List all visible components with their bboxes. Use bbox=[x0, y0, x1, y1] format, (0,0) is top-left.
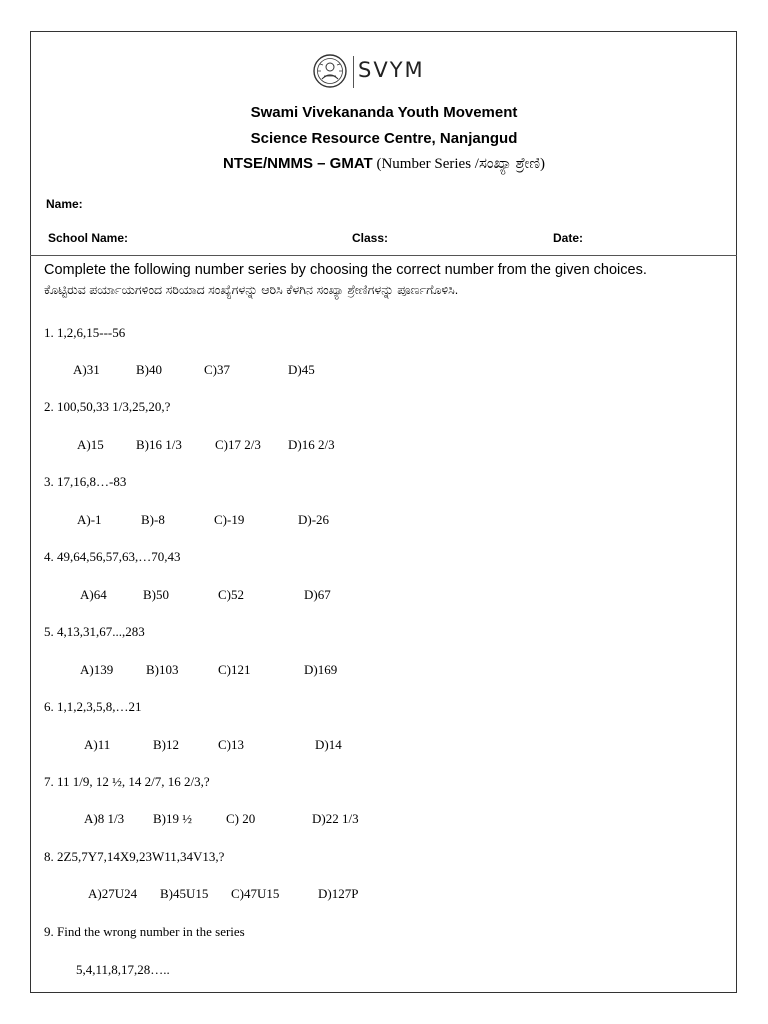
exam-title-bold: NTSE/NMMS – GMAT bbox=[223, 155, 373, 172]
q8-option-b: B)45U15 bbox=[160, 886, 209, 901]
q5-option-d: D)169 bbox=[304, 662, 338, 677]
exam-title-rest: (Number Series /ಸಂಖ್ಯಾ ಶ್ರೇಣಿ) bbox=[372, 156, 545, 172]
logo-text: SVYM bbox=[358, 58, 425, 82]
q3-option-c: C)-19 bbox=[214, 512, 245, 527]
q2-option-c: C)17 2/3 bbox=[215, 437, 261, 452]
question-6: 6. 1,1,2,3,5,8,…21 bbox=[44, 699, 142, 714]
date-label: Date: bbox=[553, 231, 584, 245]
q7-option-d: D)22 1/3 bbox=[312, 811, 359, 826]
q7-option-a: A)8 1/3 bbox=[84, 811, 125, 826]
school-name-label: School Name: bbox=[48, 231, 129, 245]
q7-option-b: B)19 ½ bbox=[153, 811, 192, 826]
instructions-kannada: ಕೊಟ್ಟಿರುವ ಪರ್ಯಾಯಗಳಿಂದ ಸರಿಯಾದ ಸಂಖ್ಯೆಗಳನ್ನು ಆರಿಸಿ ಕೆಳಗಿನ ಸಂಖ್ಯಾ ಶ್ರೇಣಿಗಳನ್ನು ಪೂರ್ಣಗೊಳಿಸಿ. bbox=[44, 283, 459, 297]
q1-option-d: D)45 bbox=[288, 362, 315, 377]
q2-option-a: A)15 bbox=[77, 437, 104, 452]
question-4: 4. 49,64,56,57,63,…70,43 bbox=[44, 549, 181, 564]
centre-title: Science Resource Centre, Nanjangud bbox=[250, 130, 518, 147]
q3-option-d: D)-26 bbox=[298, 512, 330, 527]
q6-option-b: B)12 bbox=[153, 737, 179, 752]
question-5: 5. 4,13,31,67...,283 bbox=[44, 624, 145, 639]
q4-option-b: B)50 bbox=[143, 587, 169, 602]
question-2: 2. 100,50,33 1/3,25,20,? bbox=[44, 399, 171, 414]
header-divider bbox=[30, 255, 737, 256]
q8-option-d: D)127P bbox=[318, 886, 359, 901]
q5-option-c: C)121 bbox=[218, 662, 251, 677]
q9-series: 5,4,11,8,17,28….. bbox=[76, 962, 170, 977]
q3-option-a: A)-1 bbox=[77, 512, 102, 527]
logo-divider bbox=[353, 56, 354, 88]
q6-option-d: D)14 bbox=[315, 737, 342, 752]
q6-option-a: A)11 bbox=[84, 737, 111, 752]
q1-option-c: C)37 bbox=[204, 362, 230, 377]
q5-option-a: A)139 bbox=[80, 662, 114, 677]
q8-option-a: A)27U24 bbox=[88, 886, 138, 901]
q8-option-c: C)47U15 bbox=[231, 886, 280, 901]
question-9: 9. Find the wrong number in the series bbox=[44, 924, 245, 939]
question-7: 7. 11 1/9, 12 ½, 14 2/7, 16 2/3,? bbox=[44, 774, 210, 789]
q4-option-c: C)52 bbox=[218, 587, 244, 602]
q1-option-a: A)31 bbox=[73, 362, 100, 377]
q2-option-d: D)16 2/3 bbox=[288, 437, 335, 452]
question-8: 8. 2Z5,7Y7,14X9,23W11,34V13,? bbox=[44, 849, 225, 864]
q6-option-c: C)13 bbox=[218, 737, 244, 752]
exam-title bbox=[0, 155, 768, 173]
name-label: Name: bbox=[46, 197, 83, 211]
instructions-english: Complete the following number series by choosing the correct number from the given choices. bbox=[44, 262, 647, 278]
q4-option-d: D)67 bbox=[304, 587, 331, 602]
q4-option-a: A)64 bbox=[80, 587, 107, 602]
org-title: Swami Vivekananda Youth Movement bbox=[250, 104, 518, 121]
q1-option-b: B)40 bbox=[136, 362, 162, 377]
class-label: Class: bbox=[352, 231, 389, 245]
svym-emblem-icon bbox=[313, 54, 347, 88]
q5-option-b: B)103 bbox=[146, 662, 179, 677]
q3-option-b: B)-8 bbox=[141, 512, 165, 527]
q7-option-c: C) 20 bbox=[226, 811, 256, 826]
question-3: 3. 17,16,8…-83 bbox=[44, 474, 127, 489]
q2-option-b: B)16 1/3 bbox=[136, 437, 182, 452]
question-1: 1. 1,2,6,15---56 bbox=[44, 325, 126, 340]
